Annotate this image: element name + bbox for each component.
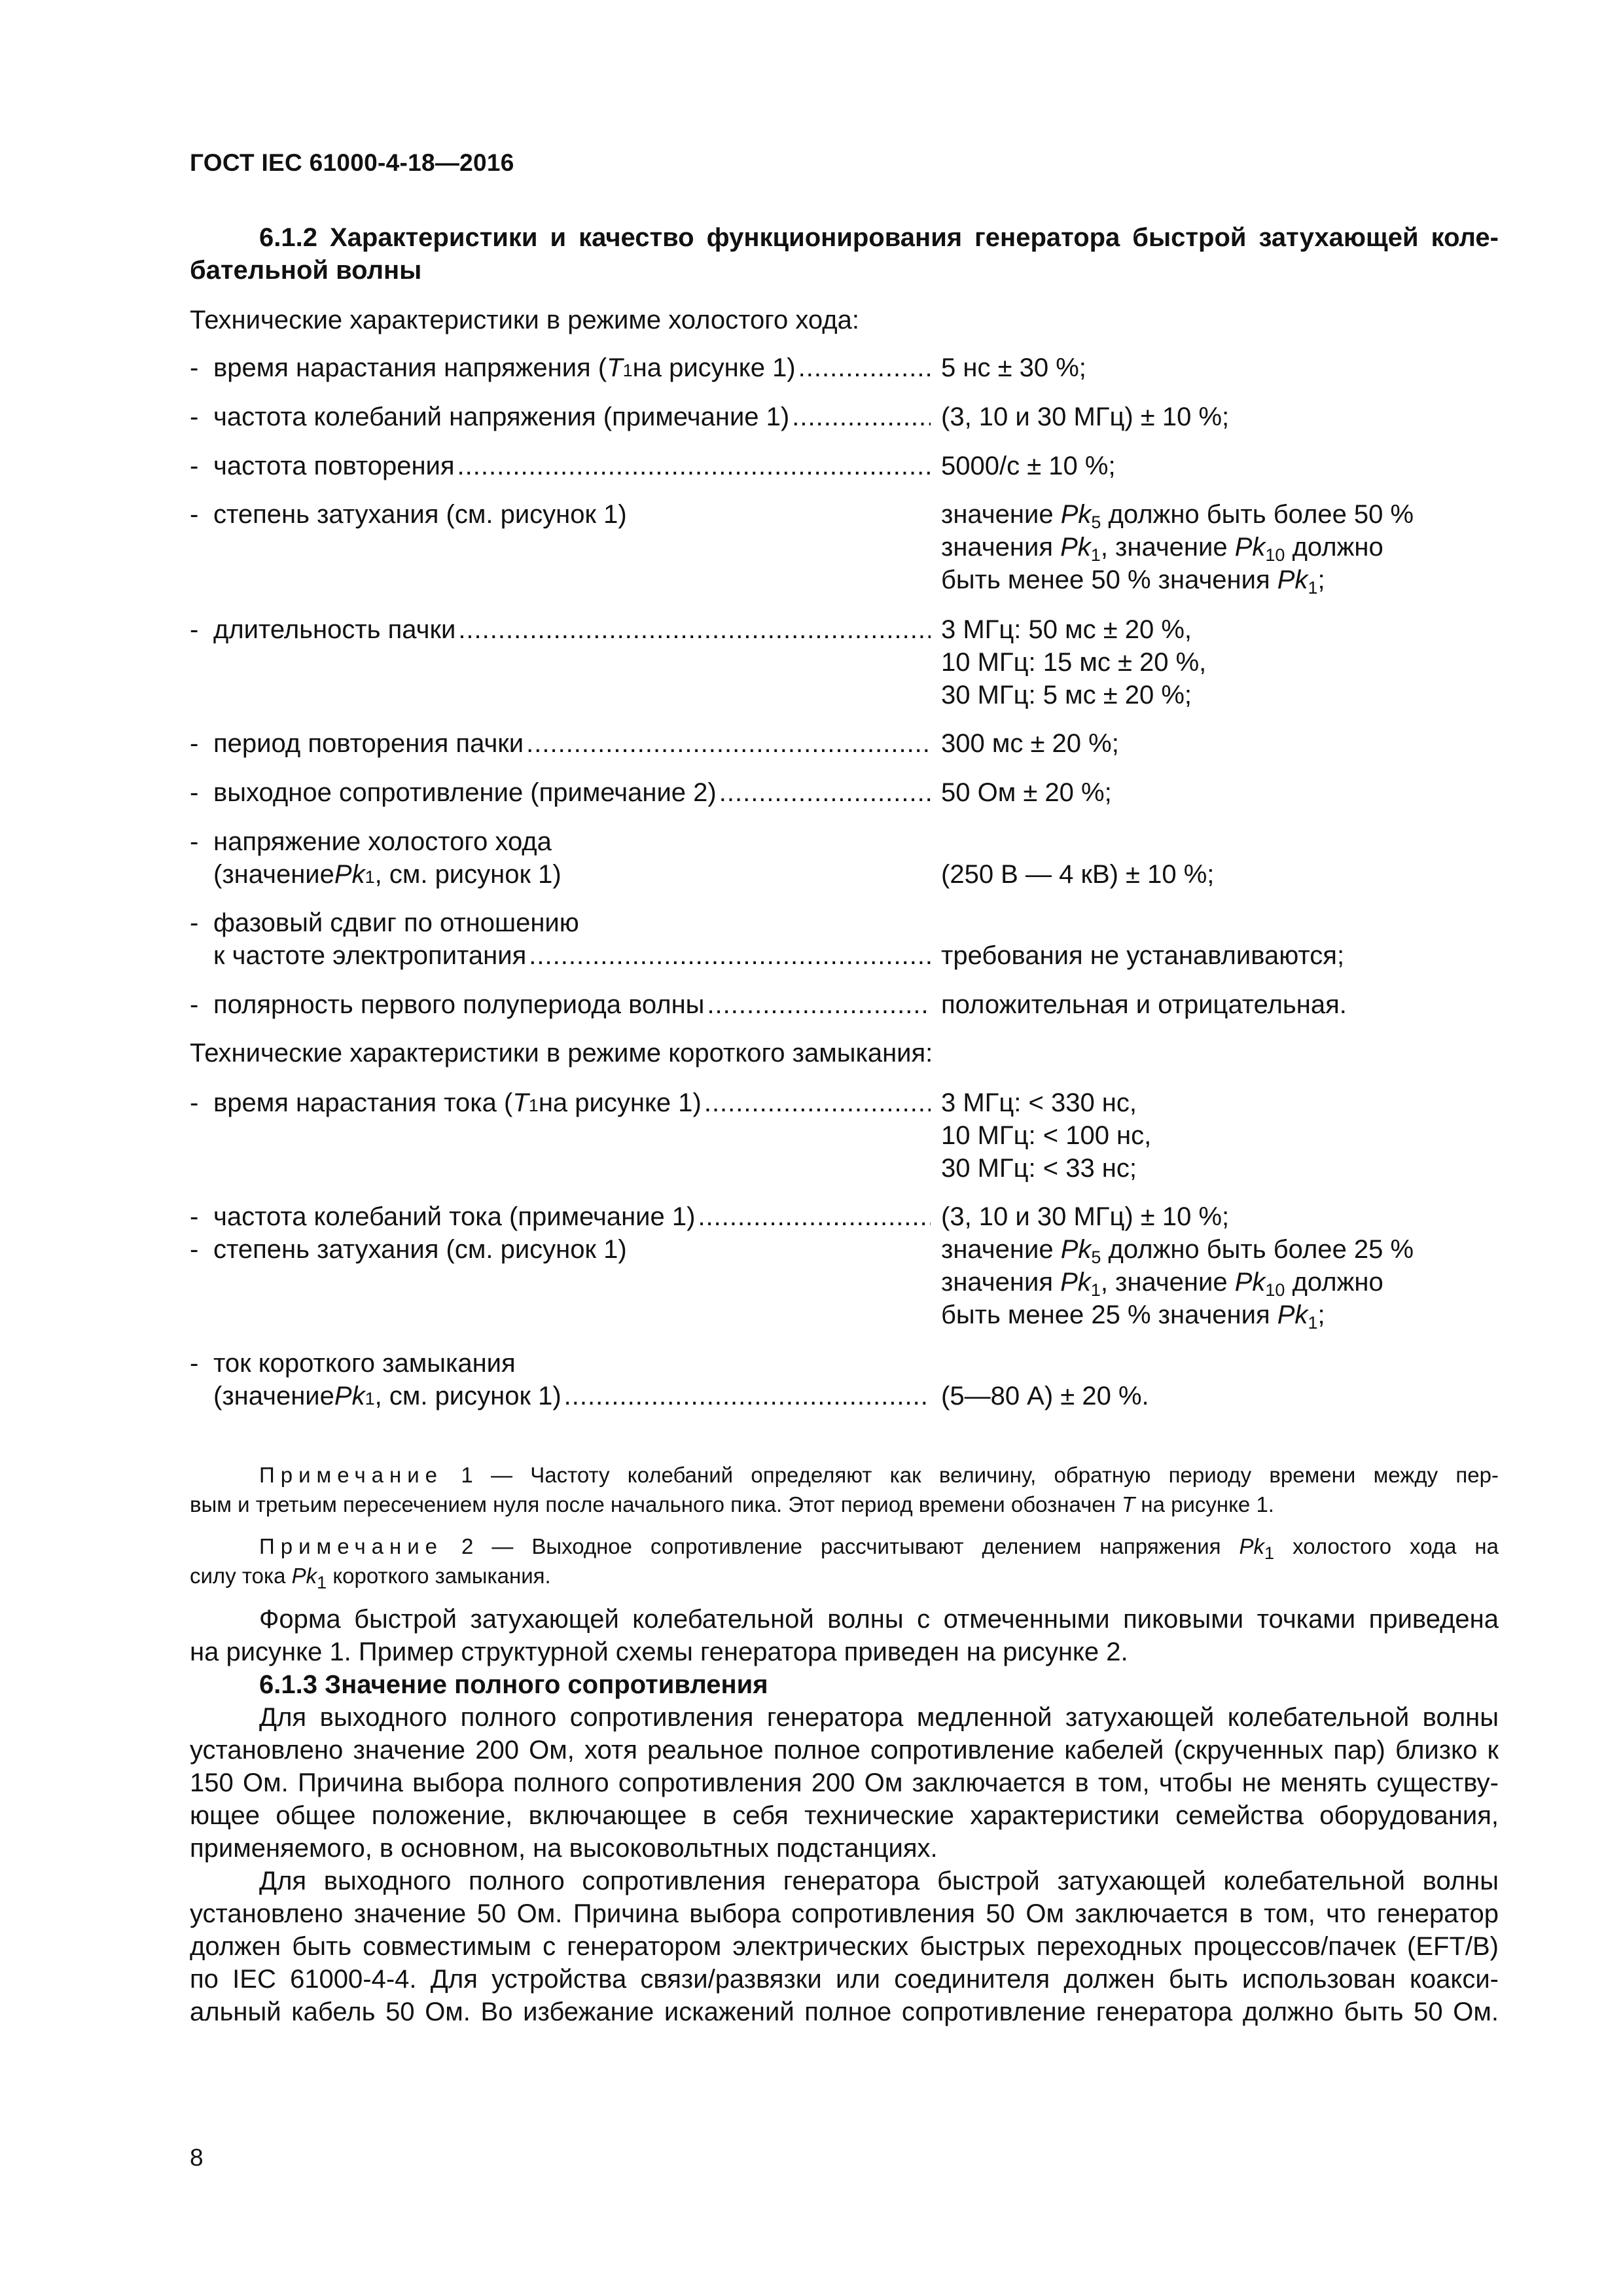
open-circuit-intro: Технические характеристики в режиме холостого хода: (190, 306, 859, 334)
page-number: 8 (190, 2144, 204, 2171)
para-waveform-reference: Форма быстрой затухающей колебательной волны с отмеченными пиковыми точками приведена на рисунке 1. Пример структурной схемы генератора приведен на рисунке 2. (190, 1605, 1499, 1666)
section-613-title: 6.1.3 Значение полного сопротивления (259, 1670, 768, 1699)
document-header: ГОСТ IEC 61000-4-18—2016 (190, 149, 514, 176)
note-2: Примечание 2 — Выходное сопротивление рассчитывают делением напряжения $Pk_1$ холостого хода на силу тока $Pk_1$ короткого замыкания. (190, 1534, 1499, 1592)
short-circuit-intro: Технические характеристики в режиме короткого замыкания: (190, 1039, 933, 1067)
para-fast-wave-impedance: Для выходного полного сопротивления генератора быстрой затухающей колебательной волны установлено значение 50 Ом. Причина выбора сопротивления 50 Ом заключается в том, что генератор должен быть совместимым с генератором электрических быстрых переходных процессов/пачек (EFT/B) по IEC 61000-4-4. Для устройства связи/развязки или соединителя должен быть использован коакси- альный кабель 50 Ом. Во избежание искажений полное сопротивление генератора должно быть 50 Ом. (190, 1867, 1499, 2026)
para-slow-wave-impedance: Для выходного полного сопротивления генератора медленной затухающей колебательной волны установлено значение 200 Ом, хотя реальное полное сопротивление кабелей (скрученных пар) близко к 150 Ом. Причина выбора полного сопротивления 200 Ом заключается в том, чтобы не менять существу- ющее общее положение, включающее в себя технические характеристики семейства оборудования, применяемого, в основном, на высоковольтных подстанциях. (190, 1703, 1499, 1863)
section-612-title: 6.1.2 Характеристики и качество функционирования генератора быстрой затухающей коле- бательной волны (190, 223, 1499, 285)
note-1: Примечание 1 — Частоту колебаний определяют как величину, обратную периоду времени между пер- вым и третьим пересечением нуля после начального пика. Этот период времени обозначен T на рисунке 1. (190, 1463, 1499, 1516)
